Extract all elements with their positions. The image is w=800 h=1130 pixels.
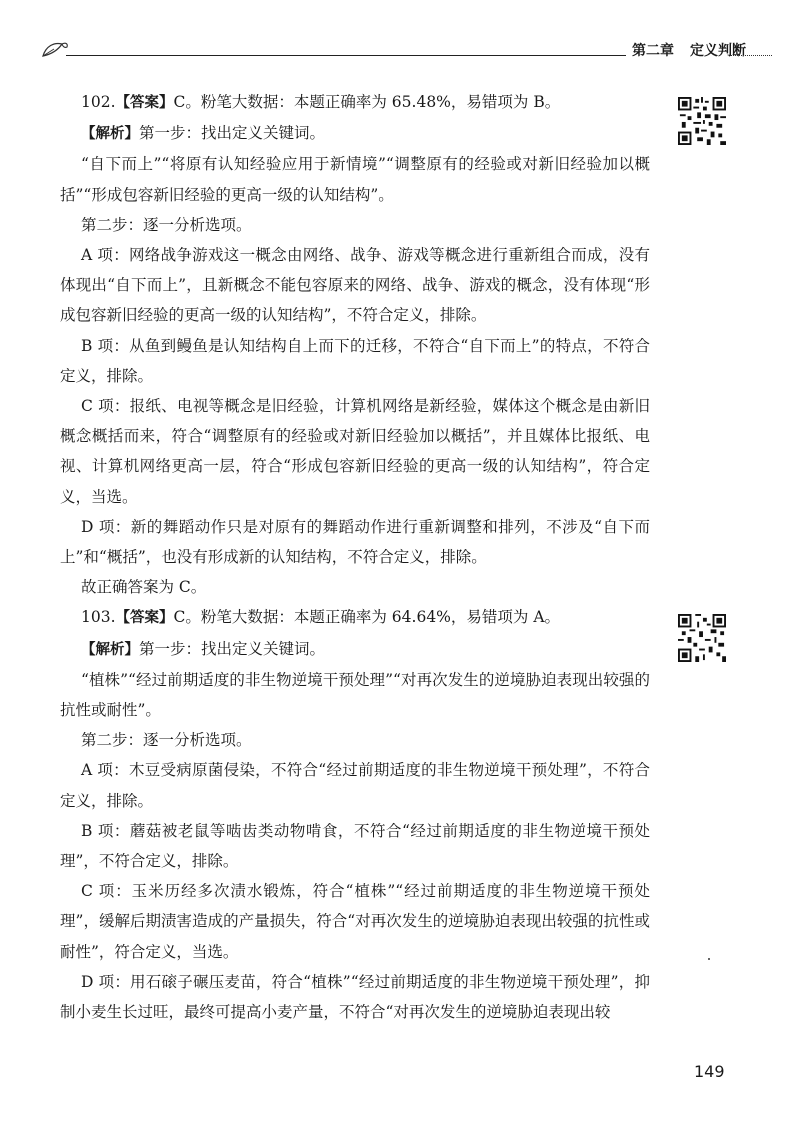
- header-dotted-rule: [730, 55, 772, 56]
- q103-option-c: C 项：玉米历经多次渍水锻炼，符合“植株”“经过前期适度的非生物逆境干预处理”，缓解后期渍害造成的产量损失，符合“对再次发生的逆境胁迫表现出较强的抗性或耐性”，符合定义，当选。: [60, 882, 650, 961]
- q102-answer-line: [60, 87, 650, 118]
- q103-keywords: “植株”“经过前期适度的非生物逆境干预处理”“对再次发生的逆境胁迫表现出较强的抗性或耐性”。: [60, 670, 650, 720]
- chapter-number: 第二章: [632, 43, 674, 59]
- answer-tag: 【答案】: [115, 610, 174, 627]
- question-number: 103.: [81, 608, 116, 627]
- page-body: [60, 87, 650, 1027]
- answer-text: C。粉笔大数据：本题正确率为 64.64%，易错项为 A。: [173, 608, 561, 627]
- page-number: 149: [694, 1062, 725, 1081]
- header-rule: [66, 55, 626, 56]
- q102-option-d: D 项：新的舞蹈动作只是对原有的舞蹈动作进行重新调整和排列，不涉及“自下而上”和“概括”，也没有形成新的认知结构，不符合定义，排除。: [60, 517, 650, 567]
- answer-tag: 【答案】: [115, 95, 174, 111]
- q102-step2: 第二步：逐一分析选项。: [81, 215, 252, 234]
- q103-step2: 第二步：逐一分析选项。: [81, 731, 252, 750]
- analysis-tag: 【解析】: [81, 641, 139, 658]
- qr-code-icon[interactable]: [678, 97, 726, 145]
- q103-option-b: B 项：蘑菇被老鼠等啮齿类动物啃食，不符合“经过前期适度的非生物逆境干预处理”，不符合定义，排除。: [60, 821, 650, 871]
- q103-analysis-line: [60, 634, 650, 665]
- q102-option-b: B 项：从鱼到鳗鱼是认知结构自上而下的迁移，不符合“自下而上”的特点，不符合定义，排除。: [60, 336, 650, 385]
- q102-conclusion: 故正确答案为 C。: [81, 578, 207, 597]
- q102-option-a: A 项：网络战争游戏这一概念由网络、战争、游戏等概念进行重新组合而成，没有体现出“自下而上”，且新概念不能包容原来的网络、战争、游戏的概念，没有体现“形成包容新旧经验的更高一级的认知结构”，不符合定义，排除。: [60, 246, 650, 325]
- page-header: [40, 38, 746, 62]
- chapter-title: 定义判断: [690, 43, 746, 59]
- leaf-icon: [40, 38, 70, 60]
- q102-keywords: “自下而上”“将原有认知经验应用于新情境”“调整原有的经验或对新旧经验加以概括”“形成包容新旧经验的更高一级的认知结构”。: [60, 155, 650, 204]
- q103-option-d: D 项：用石磙子碾压麦苗，符合“植株”“经过前期适度的非生物逆境干预处理”，抑制小麦生长过旺，最终可提高小麦产量，不符合“对再次发生的逆境胁迫表现出较: [60, 972, 650, 1022]
- q102-option-c: C 项：报纸、电视等概念是旧经验，计算机网络是新经验，媒体这个概念是由新旧概念概括而来，符合“调整原有的经验或对新旧经验加以概括”，并且媒体比报纸、电视、计算机网络更高一层，符合“形成包容新旧经验的更高一级的认知结构”，符合定义，当选。: [60, 397, 650, 506]
- chapter-label: [632, 40, 762, 60]
- qr-code-icon[interactable]: [678, 614, 726, 662]
- q102-analysis-line: [60, 118, 650, 149]
- answer-text: C。粉笔大数据：本题正确率为 65.48%，易错项为 B。: [173, 93, 561, 111]
- analysis-text: 第一步：找出定义关键词。: [139, 639, 326, 658]
- scan-speck: [708, 958, 710, 960]
- analysis-tag: 【解析】: [81, 126, 139, 143]
- q103-answer-line: [60, 602, 650, 633]
- q103-option-a: A 项：木豆受病原菌侵染，不符合“经过前期适度的非生物逆境干预处理”，不符合定义，排除。: [60, 761, 650, 810]
- analysis-text: 第一步：找出定义关键词。: [139, 124, 326, 143]
- question-number: 102.: [81, 93, 116, 111]
